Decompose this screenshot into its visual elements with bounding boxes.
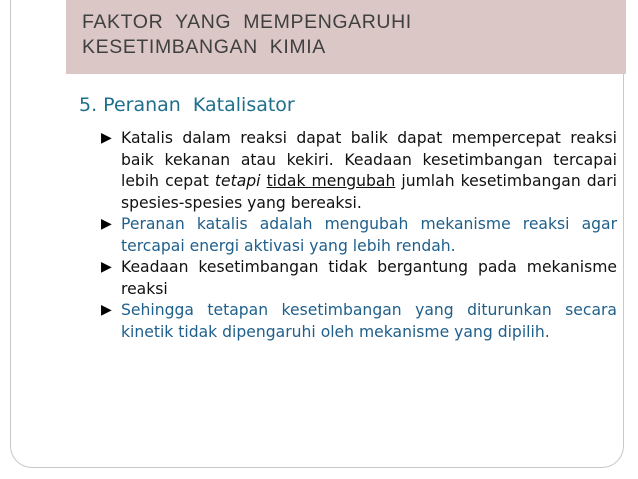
bullet-arrow-icon: ▶: [101, 302, 112, 318]
bullet-4-text: Sehingga tetapan kesetimbangan yang diturunkan secara kinetik tidak dipengaruhi oleh mekanisme yang dipilih.: [121, 301, 617, 341]
bullet-arrow-icon: ▶: [101, 216, 112, 232]
slide-title-line-1: FAKTOR YANG MEMPENGARUHI: [82, 11, 412, 33]
slide-title-box: [66, 0, 626, 74]
slide-title-line-2: KESETIMBANGAN KIMIA: [82, 36, 326, 58]
bullet-item-1: [101, 128, 617, 214]
bullet-item-2: [101, 214, 617, 257]
bullet-3-text: Keadaan kesetimbangan tidak bergantung pada mekanisme reaksi: [121, 258, 617, 298]
bullet-2-text: Peranan katalis adalah mengubah mekanisme reaksi agar tercapai energi aktivasi yang lebih rendah.: [121, 215, 617, 255]
bullet-1-text-start: Katalis dalam reaksi dapat balik dapat mempercepat reaksi baik kekanan atau kekiri. Keadaan kesetimbangan tercapai lebih cepat: [121, 129, 617, 190]
bullet-item-4: [101, 300, 617, 343]
bullet-arrow-icon: ▶: [101, 259, 112, 275]
bullet-arrow-icon: ▶: [101, 130, 112, 146]
bullet-1-italic-text: tetapi: [214, 172, 261, 190]
bullet-1-underlined-text: tidak mengubah: [266, 172, 396, 190]
bullet-item-3: [101, 257, 617, 300]
bullet-list: [101, 128, 617, 343]
bullet-1-text-end: jumlah kesetimbangan dari spesies-spesies yang bereaksi.: [121, 172, 617, 212]
section-subheading: 5. Peranan Katalisator: [79, 94, 295, 116]
